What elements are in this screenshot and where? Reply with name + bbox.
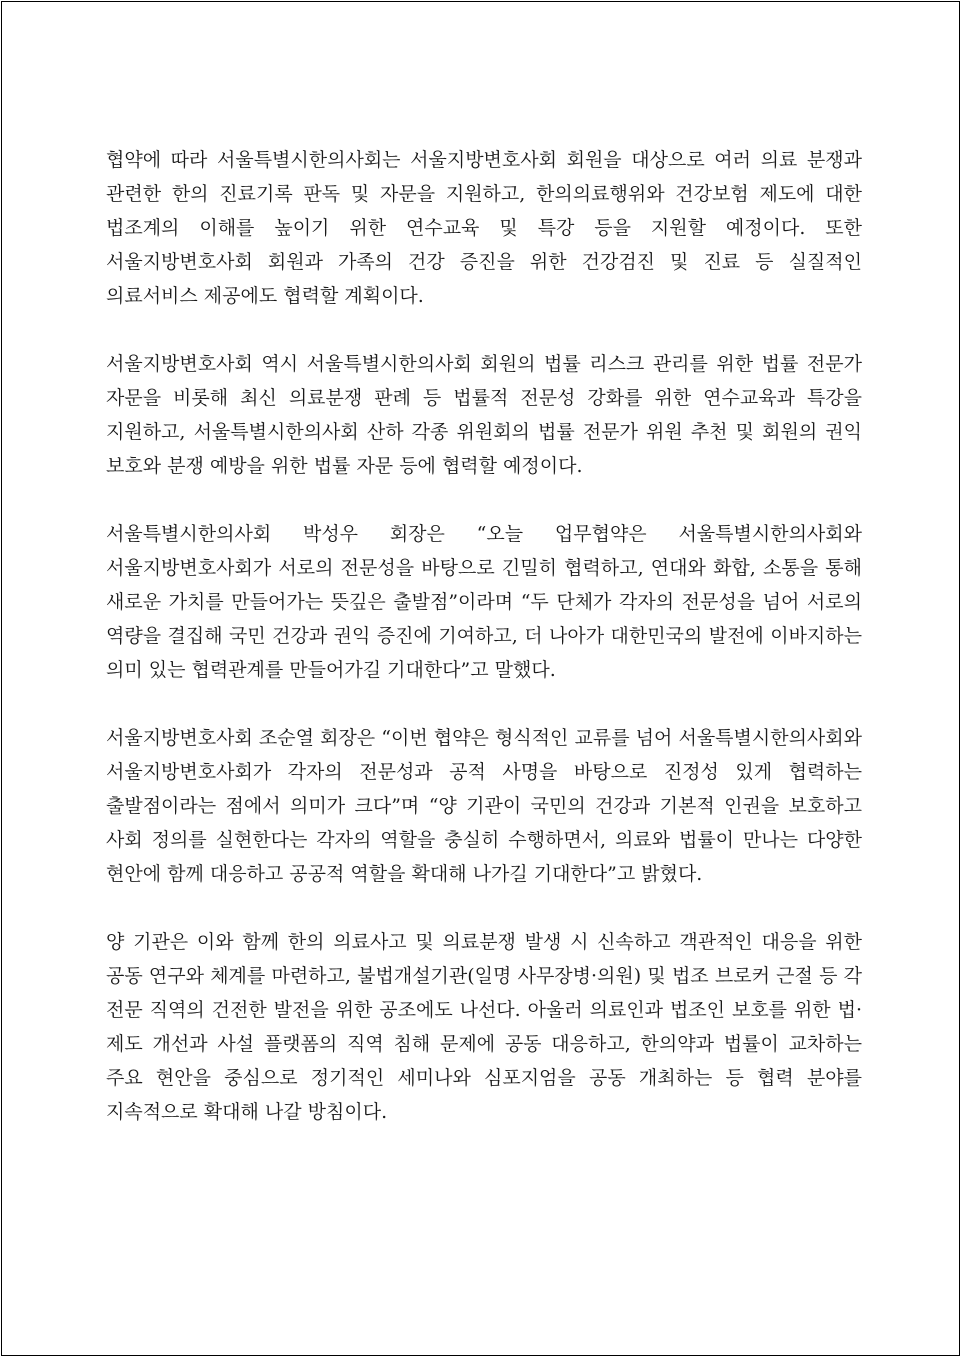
paragraph-joint-plans: 양 기관은 이와 함께 한의 의료사고 및 의료분쟁 발생 시 신속하고 객관적인 대응을 위한 공동 연구와 체계를 마련하고, 불법개설기관(일명 사무장병·의원) 및 법조 브로커 근절 등 각 전문 직역의 건전한 발전을 위한 공조에도 나선다. 아울러 의료인과 법조인 보호를 위한 법·제도 개선과 사설 플랫폼의 직역 침해 문제에 공동 대응하고, 한의약과 법률이 교차하는 주요 현안을 중심으로 정기적인 세미나와 심포지엄을 공동 개최하는 등 협력 분야를 지속적으로 확대해 나갈 방침이다.: [106, 931, 862, 1123]
document-body: [106, 143, 862, 1129]
paragraph-agreement-support: 협약에 따라 서울특별시한의사회는 서울지방변호사회 회원을 대상으로 여러 의료 분쟁과 관련한 한의 진료기록 판독 및 자문을 지원하고, 한의의료행위와 건강보험 제도에 대한 법조계의 이해를 높이기 위한 연수교육 및 특강 등을 지원할 예정이다. 또한 서울지방변호사회 회원과 가족의 건강 증진을 위한 건강검진 및 진료 등 실질적인 의료서비스 제공에도 협력할 계획이다.: [106, 149, 862, 307]
paragraph-bar-association-support: 서울지방변호사회 역시 서울특별시한의사회 회원의 법률 리스크 관리를 위한 법률 전문가 자문을 비롯해 최신 의료분쟁 판례 등 법률적 전문성 강화를 위한 연수교육과 특강을 지원하고, 서울특별시한의사회 산하 각종 위원회의 법률 전문가 위원 추천 및 회원의 권익 보호와 분쟁 예방을 위한 법률 자문 등에 협력할 예정이다.: [106, 353, 862, 477]
paragraph-cho-statement: 서울지방변호사회 조순열 회장은 “이번 협약은 형식적인 교류를 넘어 서울특별시한의사회와 서울지방변호사회가 각자의 전문성과 공적 사명을 바탕으로 진정성 있게 협력하는 출발점이라는 점에서 의미가 크다”며 “양 기관이 국민의 건강과 기본적 인권을 보호하고 사회 정의를 실현한다는 각자의 역할을 충실히 수행하면서, 의료와 법률이 만나는 다양한 현안에 함께 대응하고 공공적 역할을 확대해 나가길 기대한다”고 밝혔다.: [106, 727, 862, 885]
paragraph-park-statement: 서울특별시한의사회 박성우 회장은 “오늘 업무협약은 서울특별시한의사회와 서울지방변호사회가 서로의 전문성을 바탕으로 긴밀히 협력하고, 연대와 화합, 소통을 통해 새로운 가치를 만들어가는 뜻깊은 출발점”이라며 “두 단체가 각자의 전문성을 넘어 서로의 역량을 결집해 국민 건강과 권익 증진에 기여하고, 더 나아가 대한민국의 발전에 이바지하는 의미 있는 협력관계를 만들어가길 기대한다”고 말했다.: [106, 523, 862, 681]
page-frame: [1, 1, 960, 1356]
